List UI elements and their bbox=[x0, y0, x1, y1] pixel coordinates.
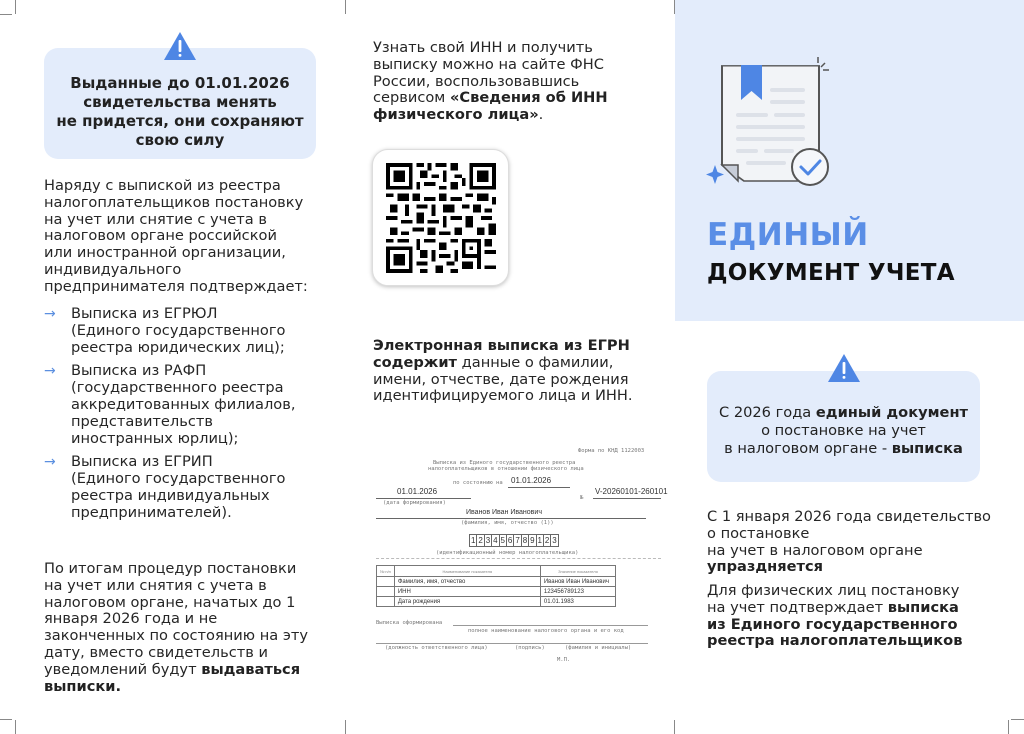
form-title-2: налогоплательщиков в отношении физического лица bbox=[428, 466, 584, 472]
crop-mark bbox=[15, 720, 16, 734]
extract-number: V-20260101-260101 bbox=[595, 487, 668, 496]
form-title-1: Выписка из Единого государственного реестра bbox=[433, 460, 576, 466]
inn-boxes: 1 2 3 4 5 6 7 8 9 1 2 3 bbox=[470, 536, 557, 545]
warning-icon bbox=[827, 353, 861, 383]
intro-paragraph: Наряду с выпиской из реестра налогоплательщиков постановку на учет или снятие с учета в налоговом органе российской или иностранной организации, индивидуального предпринимателя подтверждает: bbox=[44, 177, 308, 295]
signature-position: (должность ответственного лица) bbox=[385, 645, 488, 651]
qr-code-icon bbox=[386, 163, 496, 273]
registry-list bbox=[44, 306, 334, 529]
notice-certificates-valid bbox=[44, 48, 316, 159]
table-row: ИНН 123456789123 bbox=[377, 587, 616, 597]
arrow-right-icon: → bbox=[44, 454, 56, 471]
notice-text: С 2026 года единый документ о постановке на учет в налоговом органе - выписка bbox=[719, 404, 968, 457]
closing-paragraph: По итогам процедур постановки на учет или снятия с учета в налоговом органе, начатых до 1 января 2026 года и не законченных по состоянию на эту дату, вместо свидетельств и уведомлений будут выдаваться выписки. bbox=[44, 560, 308, 695]
list-item-rafp: → Выписка из РАФП (государственного реестра аккредитованных филиалов, представительств иностранных юрлиц); bbox=[44, 362, 296, 447]
crop-mark bbox=[0, 14, 12, 15]
signature-sign: (подпись) bbox=[515, 645, 545, 651]
crop-mark bbox=[345, 0, 346, 14]
crop-mark bbox=[1008, 720, 1009, 734]
as-of-date: 01.01.2026 bbox=[511, 476, 552, 485]
fio-value: Иванов Иван Иванович bbox=[466, 509, 542, 516]
egrn-paragraph: Электронная выписка из ЕГРН содержит данные о фамилии, имени, отчестве, дате рождения идентифицируемого лица и ИНН. bbox=[373, 337, 633, 405]
crop-mark bbox=[15, 0, 16, 14]
individuals-paragraph: Для физических лиц постановку на учет подтверждает выписка из Единого государственного реестра налогоплательщиков bbox=[707, 582, 963, 650]
formed-date: 01.01.2026 bbox=[397, 487, 438, 496]
crop-mark bbox=[0, 719, 12, 720]
title-accent: ЕДИНЫЙ bbox=[707, 217, 869, 253]
arrow-right-icon: → bbox=[44, 363, 56, 380]
table-row: Дата рождения 01.01.1983 bbox=[377, 597, 616, 607]
stamp-label: М.П. bbox=[557, 657, 571, 663]
warning-icon bbox=[163, 31, 197, 61]
list-item-egrul: → Выписка из ЕГРЮЛ (Единого государственного реестра юридических лиц); bbox=[44, 305, 286, 356]
abolished-paragraph: С 1 января 2026 года свидетельство о постановке на учет в налоговом органе упраздняется bbox=[707, 508, 991, 576]
form-table: № п/п Наименование показателя Значение показателя Фамилия, имя, отчество Иванов Иван Иванович ИНН 123456789123 Дата рождения 01.01.1983 bbox=[376, 565, 616, 607]
as-of-label: по состоянию на bbox=[453, 480, 503, 486]
arrow-right-icon: → bbox=[44, 306, 56, 322]
notice-single-document bbox=[707, 371, 980, 482]
signature-name: (фамилия и инициалы) bbox=[565, 645, 632, 651]
number-label: № bbox=[580, 495, 584, 501]
qr-code[interactable] bbox=[372, 149, 509, 286]
formed-label: (дата формирования) bbox=[383, 500, 446, 506]
inn-service-paragraph: Узнать свой ИНН и получить выписку можно на сайте ФНС России, воспользовавшись сервисом «Сведения об ИНН физического лица». bbox=[373, 39, 608, 124]
inn-label: (идентификационный номер налогоплательщика) bbox=[436, 550, 579, 556]
crop-mark bbox=[345, 720, 346, 734]
title-main: ДОКУМЕНТ УЧЕТА bbox=[707, 260, 955, 286]
list-item-egrip: → Выписка из ЕГРИП (Единого государственного реестра индивидуальных предпринимателей). bbox=[44, 453, 286, 521]
document-check-icon bbox=[704, 55, 834, 190]
table-row: Фамилия, имя, отчество Иванов Иван Иванович bbox=[377, 577, 616, 587]
form-code: Форма по КНД 1122003 bbox=[578, 448, 645, 454]
notice-text: Выданные до 01.01.2026 свидетельства менять не придется, они сохраняют свою силу bbox=[56, 74, 304, 149]
crop-mark bbox=[674, 720, 675, 734]
issued-label: Выписка оформирована bbox=[376, 620, 443, 626]
fio-label: (фамилия, имя, отчество (1)) bbox=[461, 520, 554, 526]
issued-sub: полное наименование налогового органа и его код bbox=[468, 628, 624, 634]
sample-extract-form bbox=[373, 445, 668, 670]
crop-mark bbox=[1011, 719, 1024, 720]
